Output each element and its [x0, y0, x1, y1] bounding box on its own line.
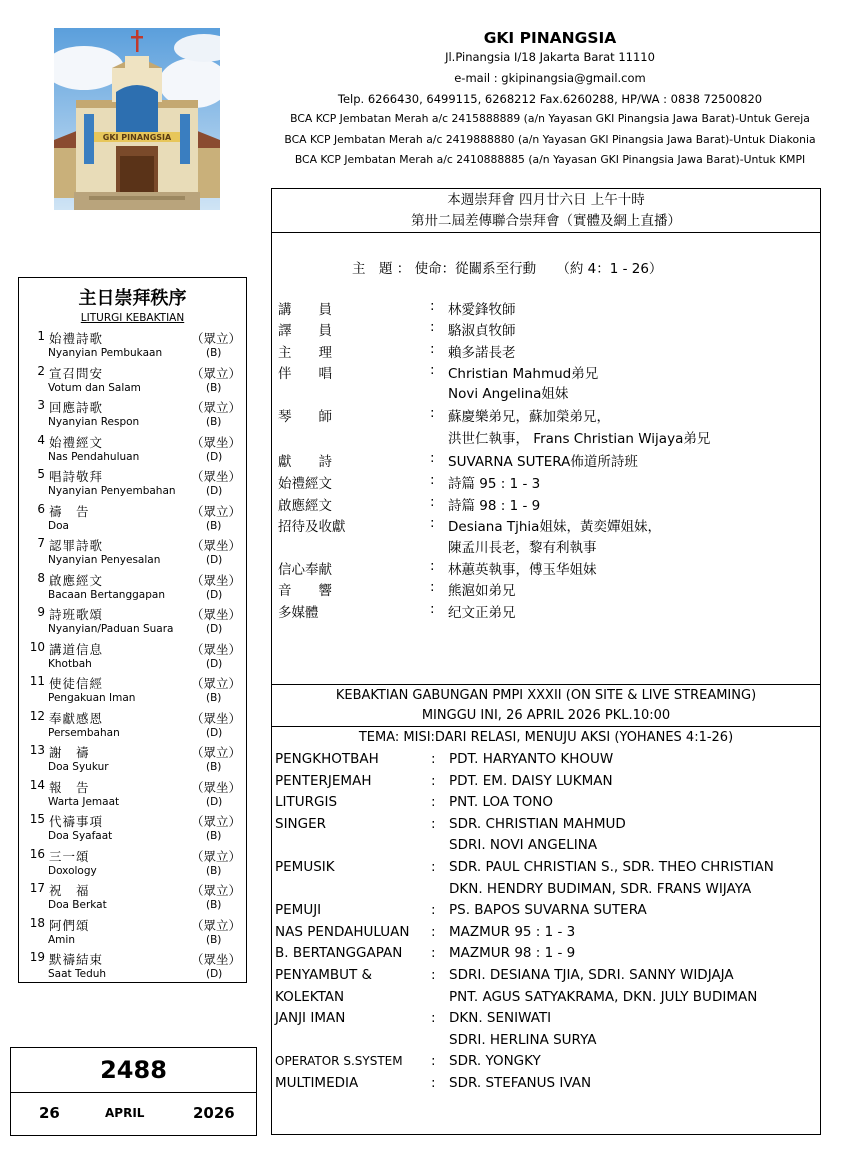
liturgy-item-code: (B) — [206, 692, 222, 704]
chinese-role-row — [278, 382, 808, 403]
liturgy-item-number: 14 — [29, 777, 45, 792]
liturgy-item-indonesian: Doa Syafaat — [48, 830, 113, 842]
role-colon: : — [430, 405, 435, 421]
chinese-heading-line: 本週崇拜會 四月廿六日 上午十時 — [447, 192, 645, 208]
indonesian-role-row — [275, 989, 815, 1010]
liturgy-item-indonesian: Doxology — [48, 864, 97, 877]
indonesian-service-heading — [272, 684, 820, 727]
indonesian-role-value: PDT. EM. DAISY LUKMAN — [449, 772, 613, 789]
liturgy-item-posture: （眾坐） — [191, 641, 242, 657]
role-colon: : — [430, 298, 435, 314]
indonesian-role-row — [275, 881, 815, 902]
indonesian-role-label: NAS PENDAHULUAN — [275, 923, 410, 940]
liturgy-item-code: (D) — [206, 450, 223, 463]
role-colon: : — [431, 967, 436, 983]
liturgy-title: 主日崇拜秩序 — [78, 288, 187, 309]
liturgy-item-chinese: 回應詩歌 — [49, 400, 104, 415]
chinese-role-label: 多媒體 — [278, 605, 319, 621]
role-colon: : — [430, 472, 435, 488]
liturgy-item-number: 18 — [29, 915, 45, 930]
liturgy-item-number: 17 — [29, 881, 45, 895]
chinese-role-value: Novi Angelina姐妹 — [448, 386, 569, 402]
liturgy-item-chinese: 認罪詩歌 — [49, 538, 104, 553]
role-colon: : — [431, 1010, 436, 1027]
liturgy-item-indonesian: Nas Pendahuluan — [48, 450, 140, 463]
indonesian-role-row — [275, 945, 815, 966]
chinese-role-value: SUVARNA SUTERA佈道所詩班 — [448, 454, 638, 470]
role-colon: : — [430, 515, 435, 531]
role-colon: : — [431, 794, 436, 811]
liturgy-item-posture: （眾立） — [191, 676, 242, 691]
liturgy-item-number: 11 — [29, 674, 45, 688]
liturgy-item-posture: （眾立） — [191, 745, 242, 760]
liturgy-item-posture: （眾立） — [191, 365, 242, 381]
chinese-role-row — [278, 579, 808, 600]
indonesian-role-label: OPERATOR S.SYSTEM — [275, 1054, 403, 1069]
indonesian-role-row — [275, 1032, 815, 1053]
indonesian-role-label: KOLEKTAN — [275, 988, 345, 1005]
chinese-role-row — [278, 341, 808, 362]
indonesian-role-value: PDT. HARYANTO KHOUW — [449, 751, 614, 767]
liturgy-item — [19, 364, 246, 399]
liturgy-item-code: (B) — [206, 519, 222, 532]
role-colon: : — [430, 341, 435, 357]
liturgy-item-chinese: 謝 禱 — [49, 745, 90, 760]
liturgy-item — [19, 847, 246, 882]
liturgy-item — [19, 674, 246, 709]
liturgy-item-chinese: 代禱事項 — [49, 814, 104, 829]
liturgy-item-indonesian: Pengakuan Iman — [48, 692, 136, 704]
indonesian-role-label: PENGKHOTBAH — [275, 751, 379, 767]
indonesian-role-value: PS. BAPOS SUVARNA SUTERA — [449, 902, 647, 919]
liturgy-item-indonesian: Nyanyian Penyembahan — [48, 485, 176, 497]
liturgy-item-number: 5 — [37, 467, 45, 481]
liturgy-item-number: 2 — [37, 363, 45, 378]
liturgy-item-code: (B) — [206, 830, 222, 842]
indonesian-role-label: LITURGIS — [275, 794, 338, 811]
role-colon: : — [430, 579, 435, 595]
liturgy-item-code: (D) — [206, 588, 223, 601]
indonesian-role-row — [275, 1075, 815, 1096]
church-name: GKI PINANGSIA — [483, 29, 617, 47]
indonesian-role-label: PENYAMBUT & — [275, 967, 373, 983]
liturgy-item-posture: （眾坐） — [191, 434, 242, 450]
liturgy-item-number: 10 — [29, 639, 45, 654]
liturgy-subtitle: LITURGI KEBAKTIAN — [80, 312, 185, 324]
chinese-role-value: 洪世仁執事， Frans Christian Wijaya弟兄 — [448, 431, 711, 447]
liturgy-item-posture: （眾立） — [191, 503, 242, 519]
liturgy-item-number: 15 — [29, 812, 45, 826]
role-colon: : — [430, 319, 435, 335]
indonesian-role-row — [275, 967, 815, 988]
liturgy-item-chinese: 詩班歌頌 — [49, 607, 104, 622]
liturgy-item-number: 9 — [37, 605, 45, 619]
chinese-role-row — [278, 536, 808, 557]
liturgy-item — [19, 398, 246, 433]
indonesian-role-row — [275, 859, 815, 880]
role-colon: : — [430, 362, 435, 378]
liturgy-item — [19, 778, 246, 813]
bank-line: BCA KCP Jembatan Merah a/c 2415888889 (a/n Yayasan GKI Pinangsia Jawa Barat)-Untuk Gereja — [290, 112, 810, 125]
indonesian-role-label: PEMUJI — [275, 902, 322, 919]
indonesian-role-row — [275, 751, 815, 772]
indonesian-role-value: SDR. STEFANUS IVAN — [449, 1075, 592, 1091]
indonesian-role-value: SDRI. DESIANA TJIA, SDRI. SANNY WIDJAJA — [449, 967, 734, 983]
church-address: Jl.Pinangsia I/18 Jakarta Barat 11110 — [445, 50, 655, 64]
liturgy-item — [19, 743, 246, 778]
liturgy-item-number: 3 — [37, 398, 45, 412]
issue-box — [10, 1047, 257, 1136]
liturgy-item-indonesian: Bacaan Bertanggapan — [48, 588, 165, 601]
role-colon: : — [431, 902, 436, 919]
chinese-role-label: 主 理 — [278, 345, 332, 361]
indonesian-role-value: SDRI. NOVI ANGELINA — [449, 837, 598, 854]
chinese-role-label: 譯 員 — [278, 323, 332, 339]
chinese-role-row — [278, 362, 808, 383]
role-colon: : — [431, 1053, 436, 1070]
liturgy-item-chinese: 默禱結束 — [49, 952, 104, 967]
liturgy-item-indonesian: Doa Berkat — [48, 899, 107, 911]
liturgy-item — [19, 950, 246, 985]
liturgy-item-indonesian: Khotbah — [48, 657, 92, 670]
liturgy-item-posture: （眾坐） — [191, 710, 242, 726]
photo-sign: GKI PINANGSIA — [102, 133, 172, 142]
chinese-role-value: 熊滬如弟兄 — [448, 583, 516, 599]
role-colon: : — [430, 450, 435, 466]
liturgy-item — [19, 433, 246, 468]
issue-day: 26 — [39, 1104, 60, 1122]
liturgy-item-number: 16 — [29, 846, 45, 861]
liturgy-item-posture: （眾坐） — [191, 572, 242, 588]
liturgy-item-number: 1 — [37, 329, 45, 343]
chinese-role-row — [278, 319, 808, 340]
liturgy-item-chinese: 使徒信經 — [49, 676, 104, 691]
liturgy-item-chinese: 講道信息 — [49, 641, 104, 657]
liturgy-item-code: (D) — [206, 657, 223, 670]
chinese-role-value: 陳孟川長老，黎有利執事 — [448, 540, 597, 556]
indonesian-role-row — [275, 773, 815, 794]
indonesian-role-value: MAZMUR 98 : 1 - 9 — [449, 945, 576, 962]
liturgy-item-number: 13 — [29, 743, 45, 757]
chinese-role-row — [278, 427, 808, 448]
chinese-role-row — [278, 601, 808, 622]
chinese-role-value: 詩篇 98 : 1 - 9 — [448, 498, 541, 514]
liturgy-item-chinese: 唱詩敬拜 — [49, 469, 104, 484]
chinese-role-row — [278, 558, 808, 579]
role-colon: : — [431, 945, 436, 962]
indonesian-role-label: JANJI IMAN — [275, 1010, 346, 1027]
indonesian-role-value: PNT. AGUS SATYAKRAMA, DKN. JULY BUDIMAN — [449, 988, 758, 1005]
liturgy-item-chinese: 祝 福 — [49, 883, 90, 898]
chinese-heading-line: 第卅二屆差傳聯合崇拜會（實體及網上直播） — [411, 213, 681, 229]
chinese-service-heading — [272, 189, 820, 233]
liturgy-item-posture: （眾立） — [191, 917, 242, 933]
chinese-role-label: 啟應經文 — [278, 498, 332, 514]
liturgy-item-number: 8 — [37, 570, 45, 585]
church-photo — [54, 28, 220, 210]
liturgy-item-code: (D) — [206, 554, 223, 566]
indonesian-role-label: PENTERJEMAH — [275, 772, 372, 789]
chinese-role-label: 信心奉献 — [278, 562, 332, 578]
liturgy-item-chinese: 始禮經文 — [49, 434, 104, 450]
liturgy-item-indonesian: Persembahan — [48, 726, 120, 739]
chinese-role-label: 音 響 — [278, 583, 332, 599]
bank-line: BCA KCP Jembatan Merah a/c 2410888885 (a/n Yayasan GKI Pinangsia Jawa Barat)-Untuk KMPI — [294, 153, 806, 166]
chinese-role-label: 獻 詩 — [278, 454, 332, 470]
indonesian-role-row — [275, 1053, 815, 1074]
chinese-role-row — [278, 450, 808, 471]
liturgy-item-indonesian: Warta Jemaat — [48, 795, 120, 808]
liturgy-item-number: 4 — [37, 432, 45, 447]
liturgy-item-posture: （眾立） — [191, 814, 242, 829]
liturgy-item-chinese: 三一頌 — [49, 848, 90, 864]
liturgy-item — [19, 536, 246, 571]
liturgy-item-number: 19 — [29, 950, 45, 964]
role-colon: : — [431, 859, 436, 875]
liturgy-item-code: (B) — [206, 347, 222, 359]
indonesian-heading-line: KEBAKTIAN GABUNGAN PMPI XXXII (ON SITE & LIVE STREAMING) — [335, 688, 757, 703]
chinese-role-row — [278, 405, 808, 426]
indonesian-role-label: MULTIMEDIA — [275, 1075, 359, 1091]
liturgy-item-code: (D) — [206, 485, 223, 497]
liturgy-item-number: 6 — [37, 501, 45, 516]
liturgy-item-indonesian: Votum dan Salam — [48, 381, 141, 394]
chinese-role-label: 招待及收獻 — [278, 519, 346, 535]
liturgy-item-chinese: 始禮詩歌 — [49, 331, 104, 346]
liturgy-item-chinese: 禱 告 — [49, 503, 90, 519]
liturgy-item — [19, 640, 246, 675]
chinese-role-value: 賴多諾長老 — [448, 345, 516, 361]
liturgy-item-number: 7 — [37, 536, 45, 550]
liturgy-item-posture: （眾立） — [191, 883, 242, 898]
liturgy-item — [19, 571, 246, 606]
role-colon: : — [431, 751, 436, 767]
role-colon: : — [431, 772, 436, 789]
liturgy-item-indonesian: Nyanyian Respon — [48, 416, 140, 428]
liturgy-item-code: (B) — [206, 381, 222, 394]
liturgy-item — [19, 605, 246, 640]
liturgy-box — [18, 277, 247, 983]
indonesian-role-label: PEMUSIK — [275, 859, 335, 875]
chinese-role-value: 纪文正弟兄 — [448, 605, 516, 621]
liturgy-item-posture: （眾坐） — [191, 469, 242, 484]
liturgy-item-indonesian: Nyanyian Penyesalan — [48, 554, 161, 566]
liturgy-item-chinese: 宣召問安 — [49, 365, 104, 381]
indonesian-role-value: SDR. CHRISTIAN MAHMUD — [449, 815, 626, 832]
issue-number: 2488 — [11, 1048, 256, 1093]
liturgy-item-code: (D) — [206, 795, 223, 808]
chinese-role-row — [278, 515, 808, 536]
chinese-role-label: 講 員 — [278, 302, 332, 318]
role-colon: : — [431, 923, 436, 940]
chinese-role-label: 伴 唱 — [278, 366, 332, 382]
liturgy-item — [19, 329, 246, 364]
liturgy-item-posture: （眾坐） — [191, 538, 242, 553]
role-colon: : — [431, 815, 436, 832]
liturgy-item-indonesian: Nyanyian Pembukaan — [48, 347, 163, 359]
church-phone: Telp. 6266430, 6499115, 6268212 Fax.6260288, HP/WA : 0838 72500820 — [337, 92, 763, 106]
issue-month: APRIL — [105, 1106, 145, 1120]
liturgy-item-posture: （眾坐） — [191, 779, 242, 795]
chinese-role-value: 駱淑貞牧師 — [448, 323, 516, 339]
liturgy-item-code: (B) — [206, 761, 222, 773]
liturgy-item-chinese: 阿們頌 — [49, 917, 90, 933]
indonesian-role-label: SINGER — [275, 815, 327, 832]
liturgy-item-code: (D) — [206, 623, 223, 635]
liturgy-item — [19, 881, 246, 916]
indonesian-role-row — [275, 816, 815, 837]
role-colon: : — [430, 558, 435, 574]
liturgy-item — [19, 502, 246, 537]
indonesian-role-value: MAZMUR 95 : 1 - 3 — [449, 923, 576, 940]
liturgy-item — [19, 709, 246, 744]
chinese-theme: 主 題 ： 使命：從關系至行動 （約 4：1 - 26） — [352, 261, 663, 277]
indonesian-role-value: DKN. SENIWATI — [449, 1010, 552, 1027]
chinese-role-row — [278, 494, 808, 515]
liturgy-item-code: (B) — [206, 899, 222, 911]
role-colon: : — [431, 1075, 436, 1091]
indonesian-heading-line: MINGGU INI, 26 APRIL 2026 PKL.10:00 — [421, 708, 671, 723]
indonesian-role-row — [275, 1010, 815, 1031]
indonesian-role-value: SDRI. HERLINA SURYA — [449, 1031, 597, 1048]
liturgy-item-chinese: 奉獻感恩 — [49, 710, 104, 726]
church-email: e-mail : gkipinangsia@gmail.com — [454, 71, 646, 85]
liturgy-item-indonesian: Saat Teduh — [48, 968, 107, 980]
chinese-role-value: 林愛鋒牧師 — [448, 302, 516, 318]
liturgy-item-indonesian: Doa — [48, 519, 69, 532]
chinese-role-value: 蘇慶樂弟兄，蘇加榮弟兄， — [448, 409, 610, 425]
liturgy-item-code: (B) — [206, 864, 222, 877]
liturgy-item-posture: （眾立） — [191, 400, 242, 415]
liturgy-item — [19, 467, 246, 502]
liturgy-item-indonesian: Amin — [48, 933, 75, 946]
liturgy-item-posture: （眾坐） — [191, 607, 242, 622]
indonesian-role-row — [275, 837, 815, 858]
liturgy-item — [19, 916, 246, 951]
chinese-role-row — [278, 472, 808, 493]
role-colon: : — [430, 494, 435, 510]
liturgy-item-code: (B) — [206, 416, 222, 428]
liturgy-item-posture: （眾坐） — [191, 952, 242, 967]
liturgy-item — [19, 812, 246, 847]
liturgy-item-indonesian: Doa Syukur — [48, 761, 109, 773]
liturgy-item-posture: （眾立） — [191, 848, 242, 864]
chinese-role-value: Desiana Tjhia姐妹，黃奕嬋姐妹， — [448, 519, 661, 535]
liturgy-item-code: (D) — [206, 726, 223, 739]
indonesian-role-row — [275, 924, 815, 945]
indonesian-role-label: B. BERTANGGAPAN — [275, 945, 403, 962]
indonesian-role-row — [275, 794, 815, 815]
liturgy-item-code: (B) — [206, 933, 222, 946]
liturgy-item-number: 12 — [29, 708, 45, 723]
indonesian-role-value: PNT. LOA TONO — [449, 794, 554, 811]
role-colon: : — [430, 601, 435, 617]
service-box — [271, 188, 821, 1135]
liturgy-item-chinese: 報 告 — [49, 779, 90, 795]
issue-year: 2026 — [193, 1104, 235, 1122]
indonesian-role-value: DKN. HENDRY BUDIMAN, SDR. FRANS WIJAYA — [449, 880, 752, 897]
liturgy-item-chinese: 啟應經文 — [49, 572, 104, 588]
chinese-role-label: 始禮經文 — [278, 476, 332, 492]
liturgy-item-indonesian: Nyanyian/Paduan Suara — [48, 623, 174, 635]
chinese-role-value: 林蕙英執事，傅玉华姐妹 — [448, 562, 597, 578]
chinese-role-value: 詩篇 95 : 1 - 3 — [448, 476, 541, 492]
chinese-role-value: Christian Mahmud弟兄 — [448, 366, 599, 382]
bank-line: BCA KCP Jembatan Merah a/c 2419888880 (a/n Yayasan GKI Pinangsia Jawa Barat)-Untuk Diakonia — [284, 133, 816, 146]
liturgy-item-posture: （眾立） — [191, 331, 242, 346]
chinese-role-row — [278, 298, 808, 319]
indonesian-role-value: SDR. PAUL CHRISTIAN S., SDR. THEO CHRISTIAN — [449, 859, 774, 875]
chinese-role-label: 琴 師 — [278, 409, 332, 425]
indonesian-role-value: SDR. YONGKY — [449, 1053, 541, 1070]
indonesian-role-row — [275, 902, 815, 923]
liturgy-item-code: (D) — [206, 968, 223, 980]
indonesian-theme: TEMA: MISI:DARI RELASI, MENUJU AKSI (YOHANES 4:1-26) — [358, 730, 734, 745]
